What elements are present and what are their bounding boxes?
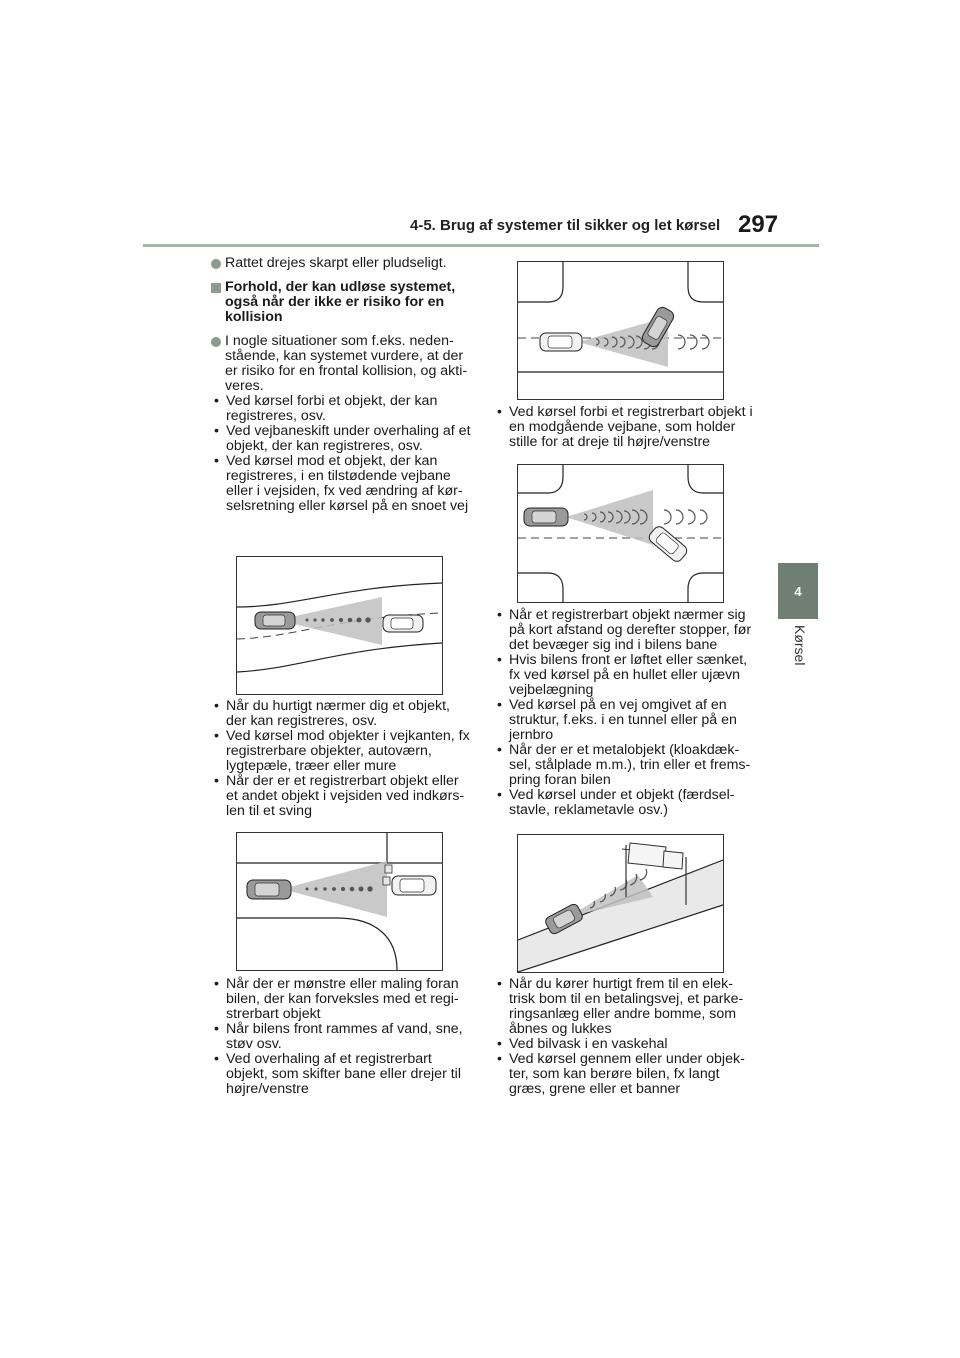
list-item: • Ved kørsel på en vej omgivet af en struktur, f.eks. i en tunnel eller på en jernbro bbox=[494, 698, 756, 743]
list-item: • Hvis bilens front er løftet eller sænket, fx ved kørsel på en hullet eller ujævn vejbelægning bbox=[494, 653, 756, 698]
situation-list bbox=[211, 699, 473, 819]
chapter-tab bbox=[778, 563, 818, 619]
list-item: • Når der er et metalobjekt (kloakdæk-sel, stålplade m.m.), trin eller et frems-pring foran bilen bbox=[494, 743, 756, 788]
left-column bbox=[211, 256, 473, 514]
chapter-name: Kørsel bbox=[792, 625, 808, 666]
situation-list bbox=[211, 394, 473, 514]
list-item: • Når et registrerbart objekt nærmer sig på kort afstand og derefter stopper, før det bevæger sig ind i bilens bane bbox=[494, 608, 756, 653]
situation-list bbox=[494, 608, 756, 818]
list-item: • Ved kørsel forbi et registrerbart objekt i en modgående vejbane, som holder stille for at dreje til højre/venstre bbox=[494, 405, 756, 450]
list-item: • Ved kørsel gennem eller under objek-ter, som kan berøre bilen, fx langt græs, grene eller et banner bbox=[494, 1052, 756, 1097]
figure-corner-roadside bbox=[236, 832, 443, 971]
figure-curved-road bbox=[236, 556, 443, 695]
paragraph-text: I nogle situationer som f.eks. neden-stående, kan systemet vurdere, at der er risiko for en frontal kollision, og akti-veres. bbox=[225, 333, 468, 394]
list-item: • Ved kørsel mod objekter i vejkanten, fx registrerbare objekter, autoværn, lygtepæle, træer eller mure bbox=[211, 729, 473, 774]
situation-list bbox=[211, 977, 473, 1097]
square-bullet-icon bbox=[211, 283, 221, 293]
list-item: • Ved kørsel under et objekt (færdsel-stavle, reklametavle osv.) bbox=[494, 788, 756, 818]
figure-crossing-car bbox=[517, 464, 724, 603]
situation-list bbox=[494, 405, 756, 450]
list-item: • Ved kørsel forbi et objekt, der kan registreres, osv. bbox=[211, 394, 473, 424]
section-title: 4-5. Brug af systemer til sikker og let kørsel bbox=[410, 217, 721, 234]
list-item: • Når der er et registrerbart objekt eller et andet objekt i vejsiden ved indkørs-len til et sving bbox=[211, 774, 473, 819]
circle-bullet-icon bbox=[211, 259, 221, 269]
bullet-paragraph bbox=[211, 334, 473, 394]
list-item: • Ved kørsel mod et objekt, der kan registreres, i en tilstødende vejbane eller i vejsiden, fx ved ændring af kør-selsretning eller kørsel på en snoet vej bbox=[211, 454, 473, 514]
list-item: • Når bilens front rammes af vand, sne, støv osv. bbox=[211, 1022, 473, 1052]
list-item: • Når du hurtigt nærmer dig et objekt, der kan registreres, osv. bbox=[211, 699, 473, 729]
chapter-number: 4 bbox=[794, 583, 802, 599]
circle-bullet-icon bbox=[211, 337, 221, 347]
right-column-list-2 bbox=[494, 608, 756, 818]
situation-list bbox=[494, 977, 756, 1097]
list-item: • Når der er mønstre eller maling foran bilen, der kan forveksles med et regi-strerbart objekt bbox=[211, 977, 473, 1022]
page-number: 297 bbox=[738, 211, 779, 238]
list-item: • Ved bilvask i en vaskehal bbox=[494, 1037, 756, 1052]
right-column-list-1 bbox=[494, 405, 756, 450]
section-heading bbox=[211, 280, 473, 325]
list-item: • Ved vejbaneskift under overhaling af et objekt, der kan registreres, osv. bbox=[211, 424, 473, 454]
list-item: • Ved overhaling af et registrerbart objekt, som skifter bane eller drejer til højre/venstre bbox=[211, 1052, 473, 1097]
right-column-list-3 bbox=[494, 977, 756, 1097]
list-item: • Når du kører hurtigt frem til en elek-trisk bom til en betalingsvej, et parke-ringsanlæg eller andre bomme, som åbnes og lukkes bbox=[494, 977, 756, 1037]
figure-turning-car bbox=[517, 261, 724, 400]
bullet-paragraph bbox=[211, 256, 473, 271]
figure-overhead-sign bbox=[517, 834, 724, 973]
heading-text: Forhold, der kan udløse systemet, også når der ikke er risiko for en kollision bbox=[225, 279, 456, 325]
left-column-list-3 bbox=[211, 977, 473, 1097]
header-divider bbox=[143, 244, 819, 247]
left-column-list-2 bbox=[211, 699, 473, 819]
paragraph-text: Rattet drejes skarpt eller pludseligt. bbox=[225, 255, 447, 271]
